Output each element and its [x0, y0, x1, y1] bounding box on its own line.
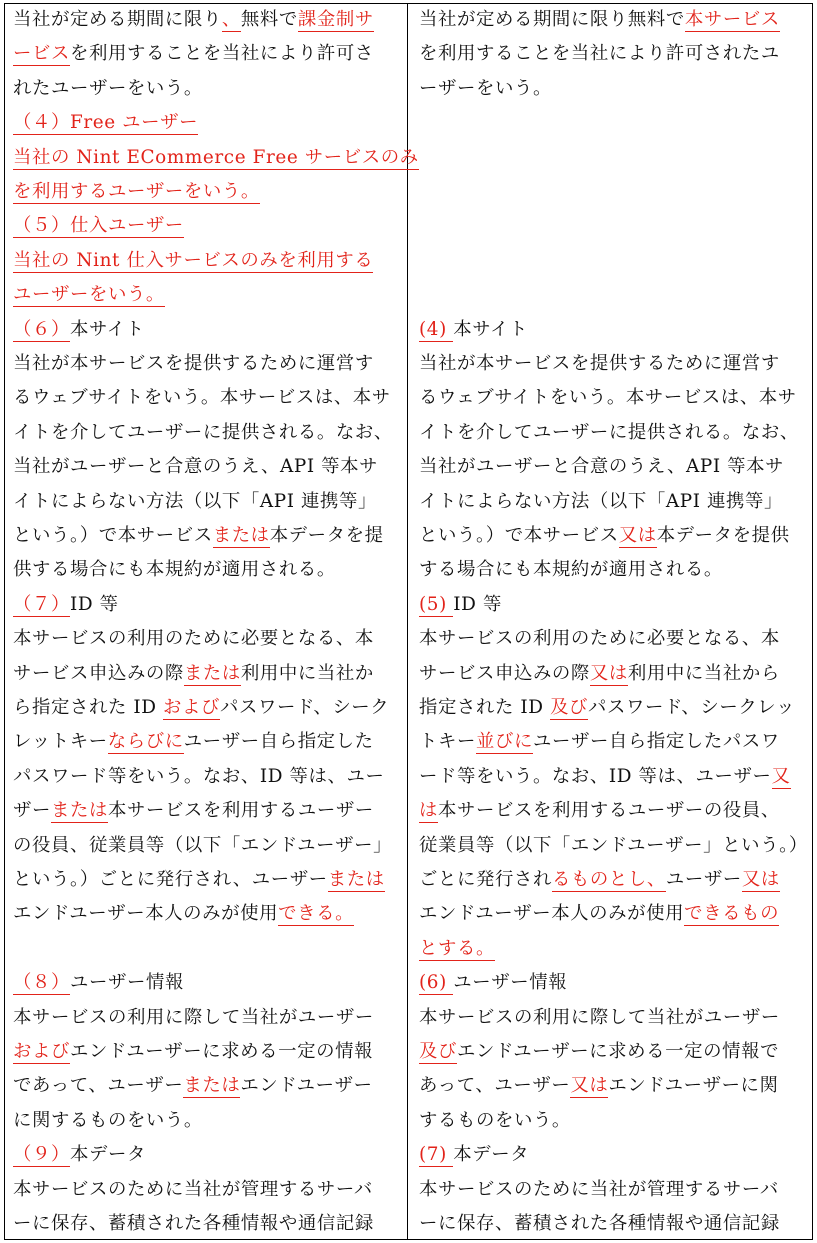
revised-text-segment: （５）仕入ユーザー	[13, 215, 184, 237]
text-segment: を利用することを当社により許可さ	[69, 43, 374, 65]
text-segment: という。）で本サービス	[13, 525, 213, 546]
text-line	[13, 588, 119, 622]
revised-text-segment: または	[212, 525, 270, 546]
revised-text-segment: 当社の Nint 仕入サービスのみを利用する	[13, 249, 374, 271]
text-line	[13, 141, 419, 175]
text-segment: 本データを提供	[656, 525, 790, 546]
text-line	[419, 1138, 529, 1172]
revised-text-segment: (6)	[419, 972, 454, 994]
revised-text-segment: (7)	[419, 1144, 454, 1166]
revised-text-segment: （７）	[13, 593, 70, 615]
text-segment: という。）で本サービス	[419, 525, 619, 546]
text-line	[419, 725, 780, 759]
text-segment: するものをいう。	[419, 1109, 571, 1131]
text-segment: 本サービスのために当社が管理するサーバ	[13, 1178, 373, 1200]
revised-text-segment: または	[327, 869, 385, 890]
text-line	[13, 1069, 373, 1103]
text-segment: エンドユーザーに関	[608, 1075, 779, 1097]
revised-text-segment: または	[50, 800, 108, 822]
text-line	[13, 553, 336, 587]
revised-text-segment: を利用するユーザーをいう。	[13, 181, 260, 202]
text-segment: ID 等	[453, 593, 502, 615]
text-line	[13, 897, 354, 931]
text-segment: 本データを提	[269, 525, 384, 546]
text-segment: 本サイト	[453, 318, 528, 340]
text-line	[13, 175, 260, 209]
text-segment: 当社がユーザーと合意のうえ、API 等本サ	[13, 456, 379, 478]
text-line	[419, 588, 502, 622]
text-line	[419, 3, 780, 37]
text-line	[419, 72, 552, 106]
text-segment: 本サービスの利用に際して当社がユーザー	[419, 1006, 780, 1028]
text-line	[419, 794, 780, 828]
text-line	[13, 657, 374, 691]
text-segment: サービス申込みの際	[13, 662, 184, 684]
text-line	[419, 553, 723, 587]
text-line	[419, 1207, 780, 1241]
text-segment: イトを介してユーザーに提供される。なお、	[419, 421, 799, 443]
text-segment: ユーザー	[665, 869, 742, 890]
text-line	[419, 485, 783, 519]
text-segment: 指定された ID	[419, 697, 551, 718]
text-line	[13, 691, 389, 725]
text-line	[419, 1035, 779, 1069]
text-segment: トキー	[419, 731, 476, 753]
text-segment: レットキー	[13, 731, 108, 753]
revised-text-segment: るものとし、	[551, 869, 666, 890]
text-line	[13, 450, 378, 484]
revised-text-segment: 本サービス	[684, 9, 780, 30]
text-line	[13, 829, 392, 863]
text-line	[419, 657, 780, 691]
text-segment: エンドユーザー本人のみが使用	[13, 903, 279, 925]
text-segment: れたユーザーをいう。	[13, 77, 203, 99]
text-line	[13, 1001, 374, 1035]
text-segment: るウェブサイトをいう。本サービスは、本サ	[419, 387, 797, 409]
revised-text-segment: 、	[221, 9, 241, 30]
text-segment: を利用することを当社により許可されたユ	[419, 43, 780, 65]
text-line	[419, 622, 780, 656]
text-segment: イトによらない方法（以下「API 連携等」	[419, 490, 784, 512]
text-line	[13, 863, 385, 897]
text-segment: の役員、従業員等（以下「エンドユーザー」	[13, 834, 393, 856]
text-line	[13, 37, 374, 71]
text-line	[419, 1173, 779, 1207]
revised-text-segment: 課金制サ	[297, 9, 374, 30]
text-line	[419, 450, 784, 484]
revised-text-segment: または	[183, 662, 241, 684]
revised-text-segment: 又は	[589, 662, 628, 684]
text-line	[419, 691, 795, 725]
text-segment: 本サイト	[69, 318, 145, 340]
text-line	[419, 416, 799, 450]
revised-text-segment: および	[13, 1041, 70, 1062]
text-segment: 本データ	[453, 1144, 530, 1166]
text-line	[13, 760, 385, 794]
revised-text-segment: （９）	[13, 1144, 70, 1166]
text-line	[419, 966, 567, 1000]
text-segment: 従業員等（以下「エンドユーザー」という。）	[419, 834, 808, 856]
text-line	[419, 932, 495, 966]
revised-text-segment: （４）Free ユーザー	[13, 112, 199, 134]
text-line	[13, 519, 384, 553]
text-segment: 利用中に当社から	[627, 662, 780, 684]
revised-text-segment: 及び	[550, 697, 589, 718]
text-segment: 供する場合にも本規約が適用される。	[13, 559, 336, 581]
text-segment: ーに保存、蓄積された各種情報や通信記録	[419, 1213, 780, 1234]
text-segment: 本サービスを利用するユーザー	[107, 800, 374, 822]
revised-text-segment: 又は	[618, 525, 657, 546]
text-segment: サービス申込みの際	[419, 662, 590, 684]
text-segment: 本サービスを利用するユーザーの役員、	[438, 800, 780, 822]
text-line	[13, 72, 203, 106]
text-segment: であって、ユーザー	[13, 1075, 184, 1097]
text-line	[13, 1138, 146, 1172]
text-segment: あって、ユーザー	[419, 1075, 571, 1097]
text-line	[13, 485, 377, 519]
revised-text-segment: 当社の Nint ECommerce Free サービスのみ	[13, 146, 419, 168]
revised-text-segment: (5)	[419, 593, 454, 615]
text-segment: 本サービスのために当社が管理するサーバ	[419, 1178, 779, 1200]
text-line	[13, 381, 391, 415]
text-line	[419, 519, 790, 553]
text-segment: ザー	[13, 800, 51, 822]
text-segment: ーに保存、蓄積された各種情報や通信記録	[13, 1213, 374, 1234]
text-segment: ID 等	[69, 593, 119, 615]
revised-text-segment: ービス	[13, 43, 70, 65]
revised-text-segment: 又は	[741, 869, 780, 890]
text-segment: イトを介してユーザーに提供される。なお、	[13, 421, 393, 443]
text-segment: エンドユーザー	[240, 1075, 373, 1097]
text-line	[419, 829, 808, 863]
text-segment: 本サービスの利用のために必要となる、本	[419, 628, 780, 650]
text-segment: るウェブサイトをいう。本サービスは、本サ	[13, 387, 391, 409]
text-line	[419, 897, 779, 931]
text-segment: 本サービスの利用のために必要となる、本	[13, 628, 374, 650]
revised-text-segment: とする。	[419, 937, 495, 959]
text-segment: 当社が本サービスを提供するために運営す	[419, 353, 780, 374]
column-divider	[407, 3, 408, 1240]
revised-text-segment: は	[419, 800, 438, 822]
text-line	[13, 1035, 373, 1069]
text-segment: 利用中に当社か	[240, 662, 374, 684]
text-segment: 当社が定める期間に限り	[13, 9, 222, 30]
text-segment: エンドユーザー本人のみが使用	[419, 903, 685, 925]
text-segment: 当社が定める期間に限り無料で	[419, 9, 685, 30]
text-segment: エンドユーザーに求める一定の情報	[69, 1041, 374, 1062]
text-segment: パスワード、シーク	[220, 697, 390, 718]
text-line	[13, 622, 374, 656]
text-line	[13, 794, 374, 828]
revised-text-segment: できる。	[278, 903, 355, 925]
text-line	[419, 381, 797, 415]
text-line	[13, 3, 374, 37]
revised-text-segment: 及び	[419, 1041, 457, 1062]
text-segment: 本データ	[69, 1144, 146, 1166]
revised-text-segment: ユーザーをいう。	[13, 284, 165, 306]
text-segment: する場合にも本規約が適用される。	[419, 559, 723, 581]
text-line	[419, 1069, 779, 1103]
text-segment: ーザーをいう。	[419, 77, 552, 99]
revised-text-segment: または	[183, 1075, 241, 1097]
text-line	[419, 760, 791, 794]
text-segment: ユーザー自ら指定したパスワ	[532, 731, 780, 753]
text-line	[13, 416, 393, 450]
text-line	[13, 209, 184, 243]
text-segment: に関するものをいう。	[13, 1109, 203, 1131]
text-segment: パスワード等をいう。なお、ID 等は、ユー	[13, 765, 385, 787]
revised-text-segment: 又は	[570, 1075, 609, 1097]
revised-text-segment: (4)	[419, 318, 454, 340]
text-segment: という。）ごとに発行され、ユーザー	[13, 869, 328, 890]
text-line	[13, 1104, 203, 1138]
text-line	[13, 1173, 373, 1207]
text-segment: ード等をいう。なお、ID 等は、ユーザー	[419, 765, 772, 787]
text-line	[13, 347, 374, 381]
text-segment: ごとに発行され	[419, 869, 552, 890]
text-line	[13, 244, 373, 278]
text-segment: 当社がユーザーと合意のうえ、API 等本サ	[419, 456, 785, 478]
text-segment: イトによらない方法（以下「API 連携等」	[13, 490, 378, 512]
text-line	[13, 313, 145, 347]
text-segment: ら指定された ID	[13, 697, 164, 718]
revised-text-segment: できるもの	[684, 903, 780, 925]
text-line	[419, 863, 780, 897]
text-segment: 無料で	[240, 9, 298, 30]
text-segment: ユーザー情報	[69, 972, 184, 994]
revised-text-segment: 並びに	[475, 731, 533, 753]
text-line	[419, 37, 780, 71]
text-segment: ユーザー情報	[453, 972, 568, 994]
text-line	[419, 313, 528, 347]
revised-text-segment: （８）	[13, 972, 70, 994]
text-line	[13, 1207, 374, 1241]
revised-text-segment: および	[163, 697, 221, 718]
text-line	[13, 966, 184, 1000]
text-line	[419, 347, 780, 381]
text-line	[419, 1104, 571, 1138]
text-segment: エンドユーザーに求める一定の情報で	[456, 1041, 780, 1062]
text-segment: 当社が本サービスを提供するために運営す	[13, 353, 374, 374]
text-segment: パスワード、シークレッ	[588, 697, 796, 718]
text-segment: 本サービスの利用に際して当社がユーザー	[13, 1006, 374, 1028]
text-line	[13, 725, 374, 759]
text-segment: ユーザー自ら指定した	[183, 731, 374, 753]
text-line	[419, 1001, 780, 1035]
text-line	[13, 106, 198, 140]
revised-text-segment: （６）	[13, 318, 70, 340]
revised-text-segment: ならびに	[107, 731, 184, 753]
revised-text-segment: 又	[771, 765, 791, 787]
text-line	[13, 278, 165, 312]
